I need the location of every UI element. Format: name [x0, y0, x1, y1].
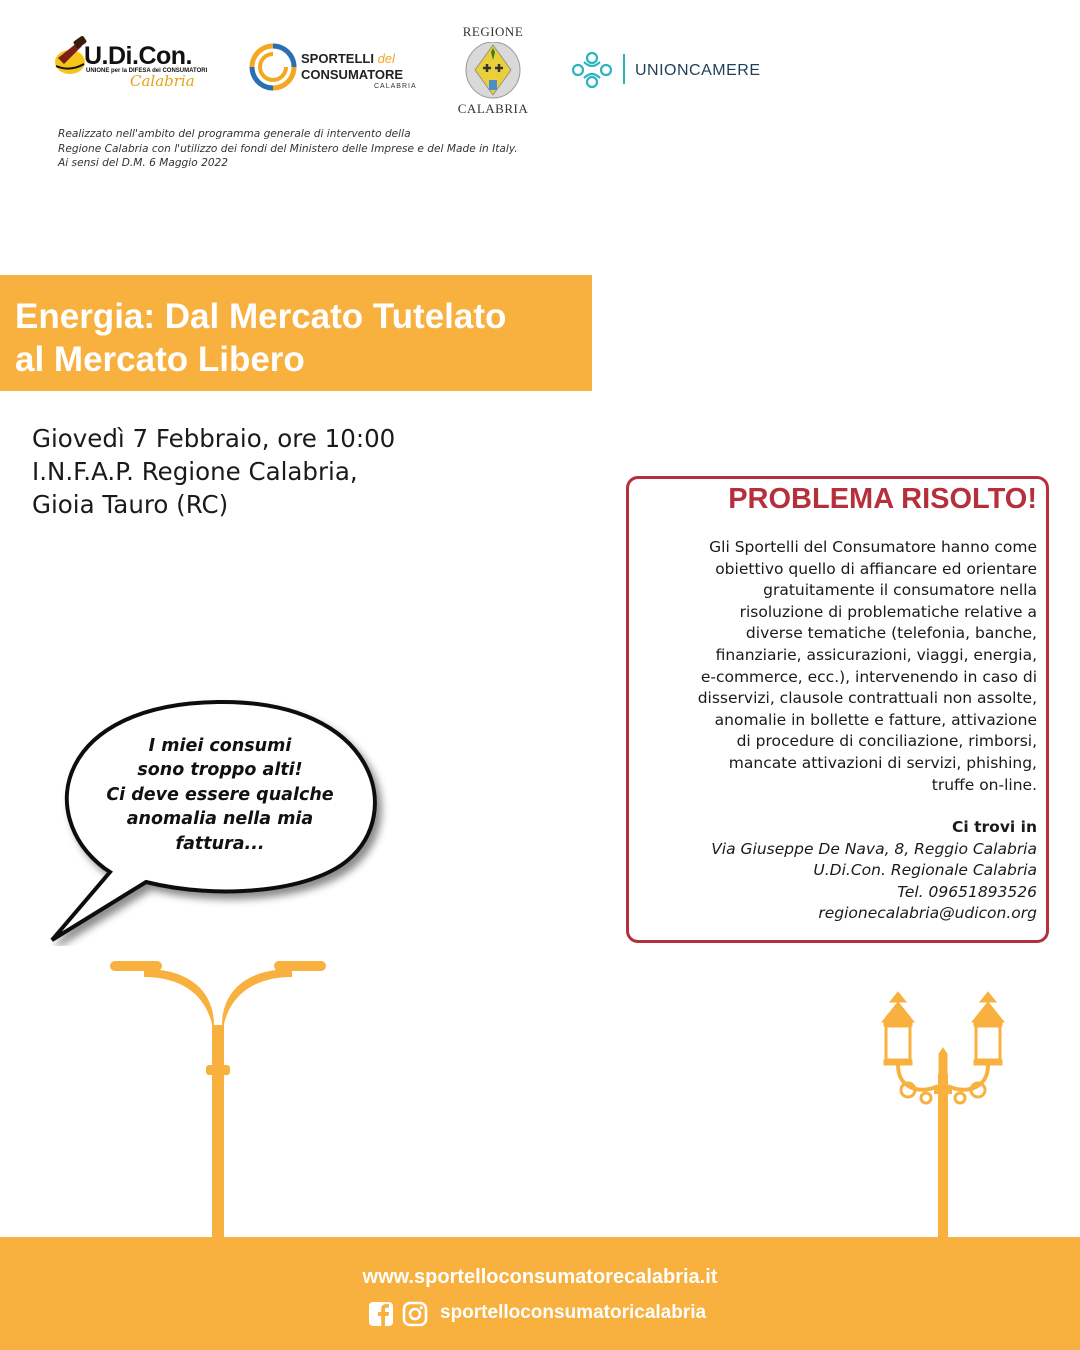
- udicon-region: Calabria: [130, 72, 195, 90]
- info-line: finanziarie, assicurazioni, viaggi, energia,: [715, 645, 1037, 664]
- udicon-name: U.Di.Con.: [84, 42, 192, 70]
- regione-label: REGIONE: [462, 24, 524, 39]
- event-date-time: Giovedì 7 Febbraio, ore 10:00: [32, 424, 396, 453]
- bubble-line: Ci deve essere qualche: [106, 784, 334, 805]
- info-line: diverse tematiche (telefonia, banche,: [745, 624, 1037, 643]
- info-line: mancate attivazioni di servizi, phishing,: [728, 753, 1037, 772]
- info-body: [639, 537, 1037, 796]
- title-line-2: al Mercato Libero: [15, 340, 305, 379]
- title-banner: [0, 275, 592, 391]
- calabria-label: CALABRIA: [457, 101, 529, 116]
- sportelli-line2: CONSUMATORE: [301, 67, 404, 82]
- info-line: di procedure di conciliazione, rimborsi,: [736, 732, 1037, 751]
- regione-calabria-logo: [448, 22, 538, 118]
- info-line: obiettivo quello di affiancare ed orientare: [715, 559, 1037, 578]
- contact-email[interactable]: regionecalabria@udicon.org: [818, 904, 1037, 923]
- unioncamere-knot-icon: [570, 50, 614, 90]
- info-box: [626, 476, 1049, 943]
- sportelli-del: del: [377, 51, 395, 66]
- speech-bubble-text: [90, 734, 350, 856]
- unioncamere-divider: [623, 54, 625, 84]
- sportelli-line3: CALABRIA: [374, 83, 417, 90]
- page-title: [15, 295, 590, 381]
- funding-line: Ai sensi del D.M. 6 Maggio 2022: [58, 157, 229, 169]
- info-line: disservizi, clausole contrattuali non assolte,: [697, 689, 1037, 708]
- street-lamp-right-icon: [872, 990, 1014, 1240]
- info-line: Gli Sportelli del Consumatore hanno come: [709, 538, 1037, 556]
- bubble-line: fattura...: [175, 833, 265, 854]
- unioncamere-name: UNIONCAMERE: [635, 62, 761, 79]
- event-city: Gioia Tauro (RC): [32, 490, 229, 519]
- event-venue: I.N.F.A.P. Regione Calabria,: [32, 457, 358, 486]
- bubble-line: sono troppo alti!: [137, 760, 303, 781]
- instagram-icon[interactable]: [402, 1301, 428, 1327]
- info-line: gratuitamente il consumatore nella: [763, 581, 1037, 600]
- sportelli-word: SPORTELLI: [301, 51, 374, 66]
- info-line: risoluzione di problematiche relative a: [739, 602, 1037, 621]
- contact-office: U.Di.Con. Regionale Calabria: [813, 861, 1037, 880]
- facebook-icon[interactable]: [368, 1301, 394, 1327]
- footer: [0, 1237, 1080, 1350]
- udicon-logo: [52, 36, 222, 96]
- event-details: [32, 422, 395, 521]
- bubble-line: I miei consumi: [148, 736, 292, 756]
- bubble-line: anomalia nella mia: [126, 809, 314, 830]
- sportelli-logo: [248, 40, 438, 96]
- sportelli-ring-icon: [248, 42, 298, 92]
- social-handle[interactable]: sportelloconsumatoricalabria: [440, 1302, 707, 1323]
- udicon-subtitle: UNIONE per la DIFESA dei CONSUMATORI: [86, 68, 208, 74]
- info-line: e-commerce, ecc.), intervenendo in caso di: [700, 667, 1037, 686]
- sportelli-line1: [301, 51, 395, 66]
- unioncamere-logo: [570, 48, 770, 92]
- funding-note: [58, 127, 618, 171]
- contacts-title: Ci trovi in: [952, 818, 1037, 836]
- funding-line: Regione Calabria con l'utilizzo dei fondi del Ministero delle Imprese e del Made in Italy.: [58, 142, 518, 155]
- website-link[interactable]: www.sportelloconsumatorecalabria.it: [362, 1266, 718, 1288]
- info-heading: PROBLEMA RISOLTO!: [728, 483, 1037, 515]
- contacts: [639, 817, 1037, 925]
- contact-phone[interactable]: Tel. 09651893526: [897, 882, 1037, 901]
- info-line: truffe on-line.: [931, 775, 1037, 794]
- info-line: anomalie in bollette e fatture, attivazione: [714, 710, 1037, 729]
- title-line-1: Energia: Dal Mercato Tutelato: [15, 297, 507, 336]
- street-lamp-left-icon: [104, 955, 330, 1240]
- funding-line: Realizzato nell'ambito del programma generale di intervento della: [58, 128, 411, 140]
- regione-crest-icon: [465, 42, 521, 100]
- contact-address: Via Giuseppe De Nava, 8, Reggio Calabria: [711, 839, 1037, 858]
